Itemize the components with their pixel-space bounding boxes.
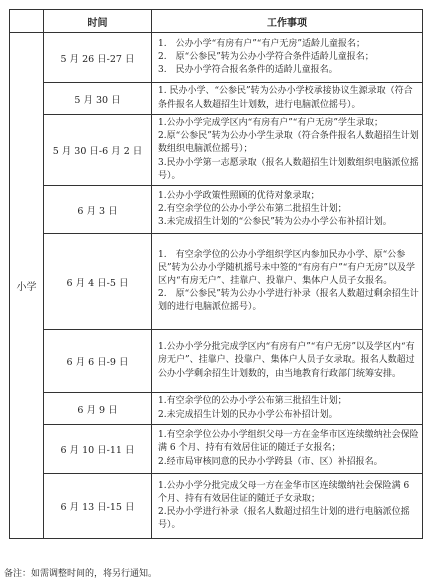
time-cell: 6 月 9 日 (44, 393, 152, 425)
time-cell: 5 月 30 日-6 月 2 日 (44, 115, 152, 186)
work-item-line: 1. 有空余学位的公办小学组织学区内参加民办小学、原“公参民”转为公办小学随机摇号未中签的“有房有户”“有户无房”以及学区内“有房无户”、挂靠户、投靠户、集体户人员子女报名。 (158, 249, 416, 286)
table-row (10, 115, 423, 186)
table-row (10, 83, 423, 115)
work-item-line: 2.未完成招生计划的民办小学公布补招计划。 (158, 409, 338, 420)
time-cell: 5 月 30 日 (44, 83, 152, 115)
work-item-line: 2. 原“公参民”转为公办小学符合条件适龄儿童报名； (158, 51, 374, 62)
work-item-line: 2.民办小学进行补录（报名人数超过招生计划的进行电脑派位摇号）。 (158, 507, 410, 531)
items-cell (152, 33, 423, 83)
header-items: 工作事项 (152, 10, 423, 33)
items-cell (152, 425, 423, 474)
work-item-line: 1. 民办小学、“公参民”转为公办小学校承接协议生源录取（符合条件报名人数超招生计划数，进行电脑派位摇号）。 (158, 86, 413, 110)
table-row (10, 474, 423, 539)
table-row (10, 425, 423, 474)
time-cell: 6 月 3 日 (44, 186, 152, 234)
items-cell (152, 330, 423, 393)
time-cell: 6 月 13 日-15 日 (44, 474, 152, 539)
items-cell (152, 234, 423, 330)
work-item-line: 1.公办小学政策性照顾的优待对象录取； (158, 190, 320, 201)
work-item-line: 2. 原“公参民”转为公办小学进行补录（报名人数超过剩余招生计划的进行电脑派位摇号）。 (158, 289, 419, 313)
work-item-line: 2.有空余学位的公办小学公布第二批招生计划； (158, 203, 347, 214)
time-cell: 6 月 4 日-5 日 (44, 234, 152, 330)
work-item-line: 3. 民办小学符合报名条件的适龄儿童报名。 (158, 65, 338, 76)
work-item-line: 1.公办小学分批完成父母一方在金华市区连续缴纳社会保险满 6 个月、持有有效居住证的随迁子女录取； (158, 480, 410, 504)
time-cell: 5 月 26 日-27 日 (44, 33, 152, 83)
work-item-line: 1.公办小学完成学区内“有房有户”“有户无房”学生录取； (158, 118, 383, 128)
table-header-row (10, 10, 423, 33)
work-item-line: 3.民办小学第一志愿录取（报名人数超招生计划数组织电脑派位摇号）。 (158, 157, 419, 181)
work-item-line: 1.有空余学位的公办小学公布第三批招生计划； (158, 396, 347, 407)
category-cell: 小学 (10, 33, 44, 539)
work-item-line: 2.原“公参民”转为公办小学生录取（符合条件报名人数超招生计划数组织电脑派位摇号）； (158, 131, 419, 155)
table-row (10, 234, 423, 330)
footnote: 备注：如需调整时间的，将另行通知。 (4, 569, 158, 579)
table-row (10, 33, 423, 83)
time-cell: 6 月 10 日-11 日 (44, 425, 152, 474)
items-cell (152, 393, 423, 425)
work-item-line: 1.有空余学位公办小学组织父母一方在金华市区连续缴纳社会保险满 6 个月、持有有效居住证的随迁子女报名； (158, 430, 419, 454)
items-cell (152, 186, 423, 234)
work-item-line: 3.未完成招生计划的“公参民”转为公办小学公布补招计划。 (158, 217, 392, 228)
table-body (10, 33, 423, 539)
items-cell (152, 474, 423, 539)
table-row (10, 330, 423, 393)
table-row (10, 186, 423, 234)
header-blank (10, 10, 44, 33)
header-time: 时间 (44, 10, 152, 33)
work-item-line: 1.公办小学分批完成学区内“有房有户”“有户无房”以及学区内“有房无户”、挂靠户、投靠户、集体户人员子女录取。报名人数超过公办小学剩余招生计划数的，由当地教育行政部门统筹安排。 (158, 342, 415, 379)
work-item-line: 2.经市局审核同意的民办小学跨县（市、区）补招报名。 (158, 456, 383, 467)
work-item-line: 1. 公办小学“有房有户”“有户无房”适龄儿童报名； (158, 38, 365, 49)
table-row (10, 393, 423, 425)
enrollment-schedule-table (9, 9, 423, 539)
time-cell: 6 月 6 日-9 日 (44, 330, 152, 393)
items-cell (152, 115, 423, 186)
items-cell (152, 83, 423, 115)
